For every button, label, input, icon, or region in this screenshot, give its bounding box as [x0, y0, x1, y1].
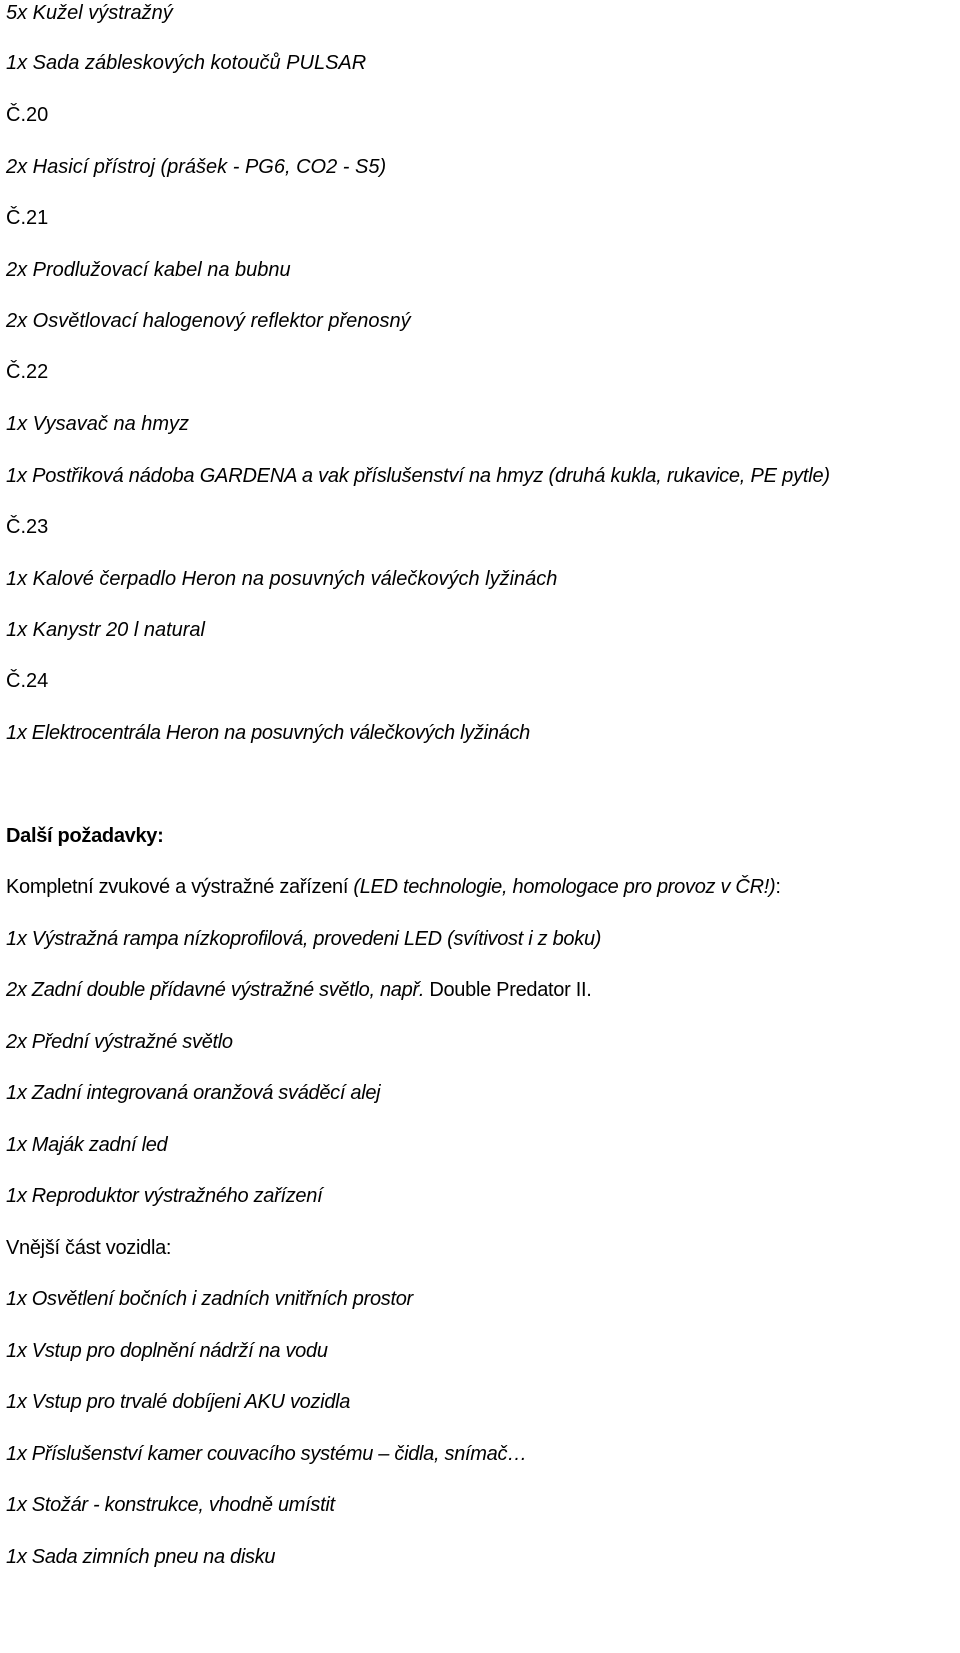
list-item: 1x Stožár - konstrukce, vhodně umístit	[6, 1494, 335, 1516]
list-item: 2x Osvětlovací halogenový reflektor přenosný	[6, 310, 411, 332]
section-number: Č.24	[6, 670, 49, 692]
list-item: 1x Sada zábleskových kotoučů PULSAR	[6, 52, 367, 74]
requirement-intro-colon: :	[775, 876, 781, 898]
list-item: 2x Hasicí přístroj (prášek - PG6, CO2 - S5)	[6, 156, 387, 178]
list-item: 1x Reproduktor výstražného zařízení	[6, 1185, 323, 1207]
list-item: 1x Osvětlení bočních i zadních vnitřních prostor	[6, 1288, 413, 1310]
list-item: 1x Sada zimních pneu na disku	[6, 1546, 276, 1568]
list-item: 1x Kanystr 20 l natural	[6, 619, 205, 641]
list-item: 1x Elektrocentrála Heron na posuvných válečkových lyžinách	[6, 722, 530, 744]
list-item-model: Double Predator II.	[429, 979, 592, 1001]
requirement-intro-text: Kompletní zvukové a výstražné zařízení	[6, 876, 354, 898]
list-item: 1x Zadní integrovaná oranžová sváděcí alej	[6, 1082, 381, 1104]
list-item: 1x Výstražná rampa nízkoprofilová, provedeni LED (svítivost i z boku)	[6, 928, 602, 950]
list-item: 1x Vstup pro doplnění nádrží na vodu	[6, 1340, 328, 1362]
list-item: 2x Prodlužovací kabel na bubnu	[6, 259, 291, 281]
section-number: Č.21	[6, 207, 49, 229]
requirement-intro	[6, 874, 781, 900]
section-number: Č.22	[6, 361, 49, 383]
list-item: 1x Vstup pro trvalé dobíjeni AKU vozidla	[6, 1391, 351, 1413]
section-number: Č.23	[6, 516, 49, 538]
list-item-text: 2x Zadní double přídavné výstražné světlo, např.	[6, 979, 430, 1001]
section-number: Č.20	[6, 104, 49, 126]
list-item: 1x Kalové čerpadlo Heron na posuvných válečkových lyžinách	[6, 568, 558, 590]
list-item: 1x Vysavač na hmyz	[6, 413, 190, 435]
list-item: 2x Přední výstražné světlo	[6, 1031, 233, 1053]
list-item: 5x Kužel výstražný	[6, 2, 173, 24]
list-item: 1x Maják zadní led	[6, 1134, 168, 1156]
subsection-heading: Vnější část vozidla:	[6, 1237, 172, 1259]
list-item: 1x Příslušenství kamer couvacího systému – čidla, snímač…	[6, 1443, 527, 1465]
section-heading: Další požadavky:	[6, 825, 164, 847]
list-item: 1x Postřiková nádoba GARDENA a vak příslušenství na hmyz (druhá kukla, rukavice, PE pytle)	[6, 465, 830, 487]
requirement-intro-note: (LED technologie, homologace pro provoz v ČR!)	[353, 876, 776, 898]
list-item	[6, 977, 592, 1003]
